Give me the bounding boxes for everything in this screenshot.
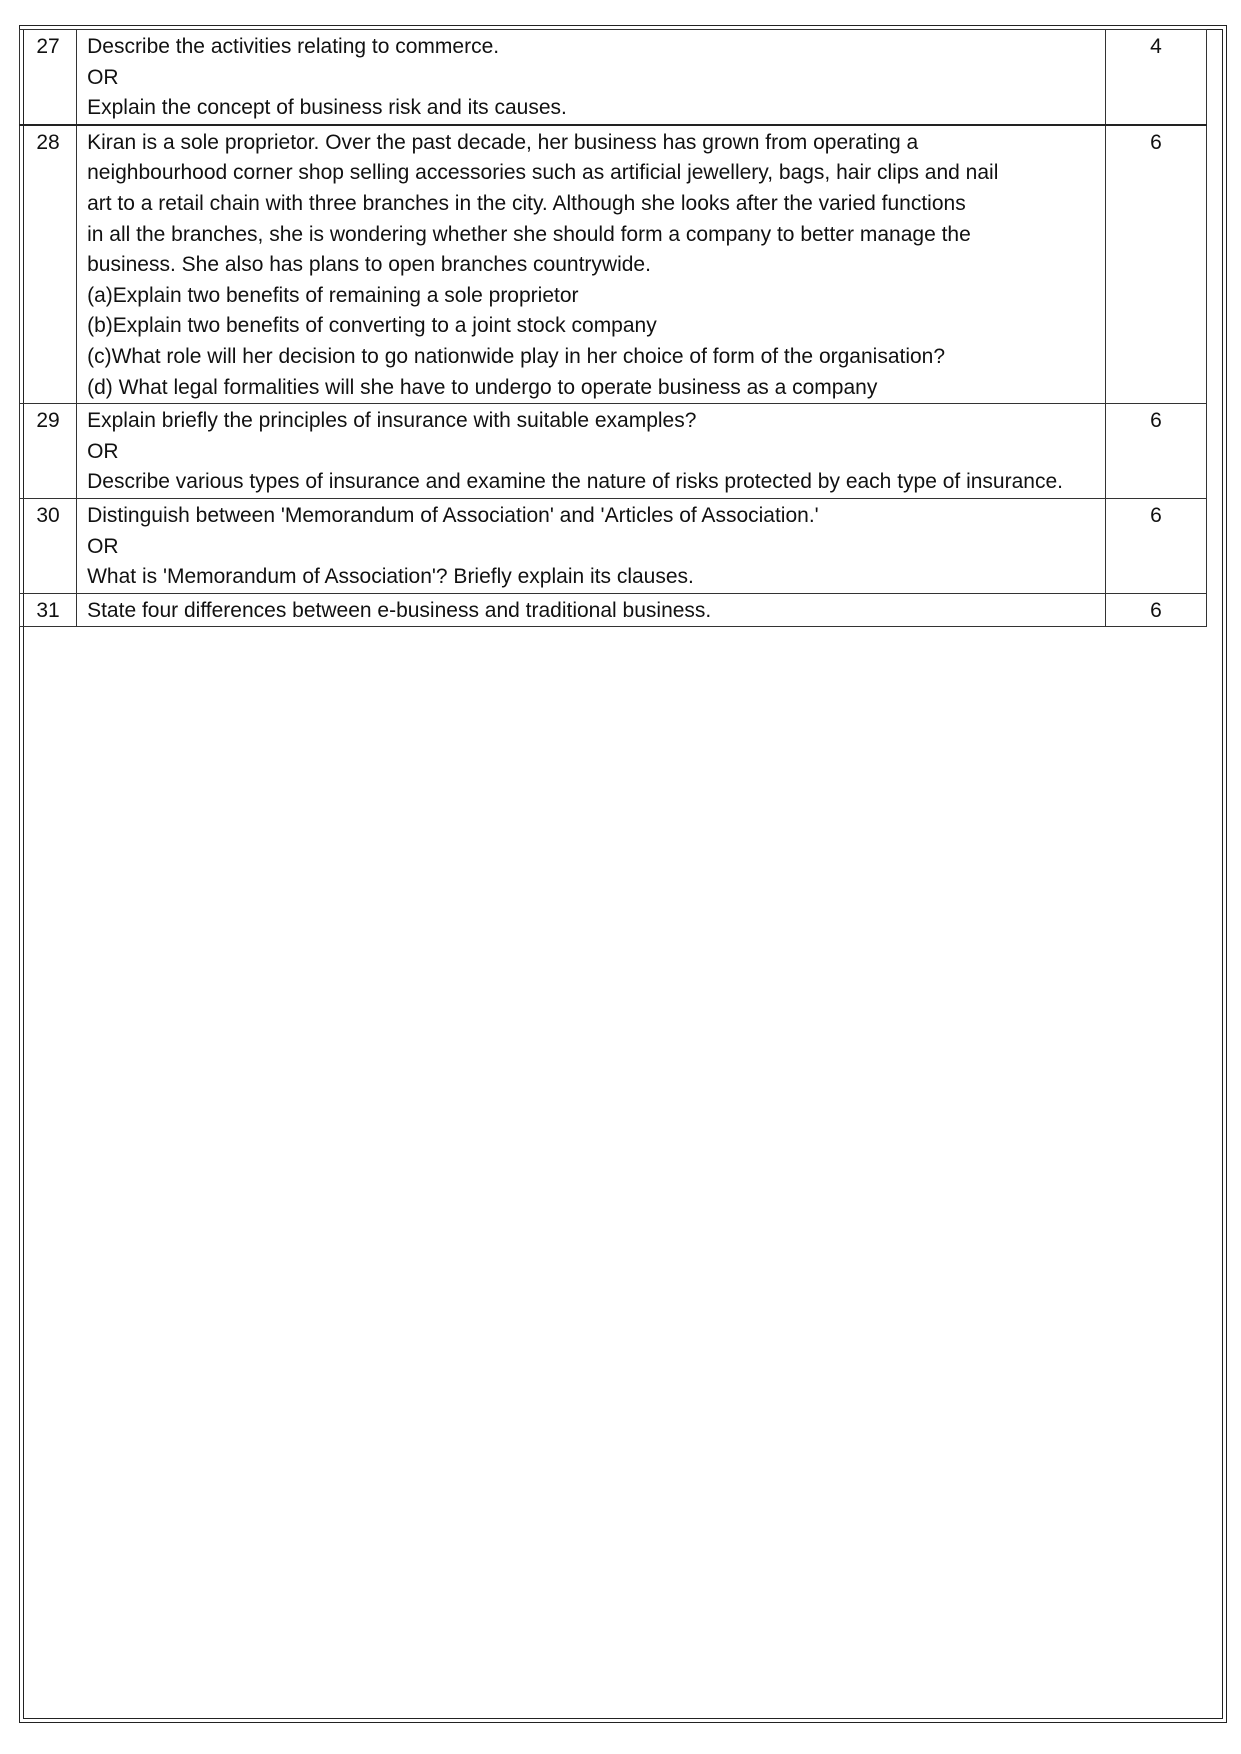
question-number: 31 [20, 593, 77, 627]
question-text [77, 404, 1106, 499]
question-row-28 [20, 125, 1207, 404]
question-line: State four differences between e-business and traditional business. [87, 598, 712, 622]
question-row-29 [20, 404, 1207, 499]
questions-table [19, 29, 1207, 627]
question-text [77, 593, 1106, 627]
question-line: Kiran is a sole proprietor. Over the past decade, her business has grown from operating a [87, 130, 919, 154]
question-marks: 4 [1105, 30, 1206, 125]
question-line: neighbourhood corner shop selling accessories such as artificial jewellery, bags, hair clips and nail [87, 161, 999, 185]
question-marks: 6 [1105, 498, 1206, 593]
question-line: business. She also has plans to open branches countrywide. [87, 253, 651, 277]
question-number: 29 [20, 404, 77, 499]
sub-question-d: (d) What legal formalities will she have to undergo to operate business as a company [87, 375, 878, 399]
question-row-31 [20, 593, 1207, 627]
question-number: 30 [20, 498, 77, 593]
question-number: 28 [20, 125, 77, 404]
question-text [77, 30, 1106, 125]
sub-question-b: (b)Explain two benefits of converting to a joint stock company [87, 314, 657, 338]
question-line: Explain briefly the principles of insurance with suitable examples? [87, 409, 697, 433]
or-separator: OR [87, 65, 119, 89]
question-text [77, 498, 1106, 593]
sub-question-c: (c)What role will her decision to go nationwide play in her choice of form of the organisation? [87, 344, 946, 368]
question-line: Describe various types of insurance and examine the nature of risks protected by each type of insurance. [87, 470, 1063, 494]
sub-question-a: (a)Explain two benefits of remaining a sole proprietor [87, 283, 579, 307]
question-number: 27 [20, 30, 77, 125]
question-line: Distinguish between 'Memorandum of Association' and 'Articles of Association.' [87, 503, 819, 527]
question-text [77, 125, 1106, 404]
question-line: What is 'Memorandum of Association'? Briefly explain its clauses. [87, 565, 694, 589]
question-line: Explain the concept of business risk and its causes. [87, 96, 567, 120]
question-marks: 6 [1105, 404, 1206, 499]
question-line: art to a retail chain with three branches in the city. Although she looks after the varied functions [87, 191, 966, 215]
question-row-30 [20, 498, 1207, 593]
question-marks: 6 [1105, 593, 1206, 627]
question-row-27 [20, 30, 1207, 125]
question-marks: 6 [1105, 125, 1206, 404]
or-separator: OR [87, 439, 119, 463]
question-line: in all the branches, she is wondering whether she should form a company to better manage the [87, 222, 971, 246]
or-separator: OR [87, 534, 119, 558]
question-line: Describe the activities relating to commerce. [87, 35, 500, 58]
